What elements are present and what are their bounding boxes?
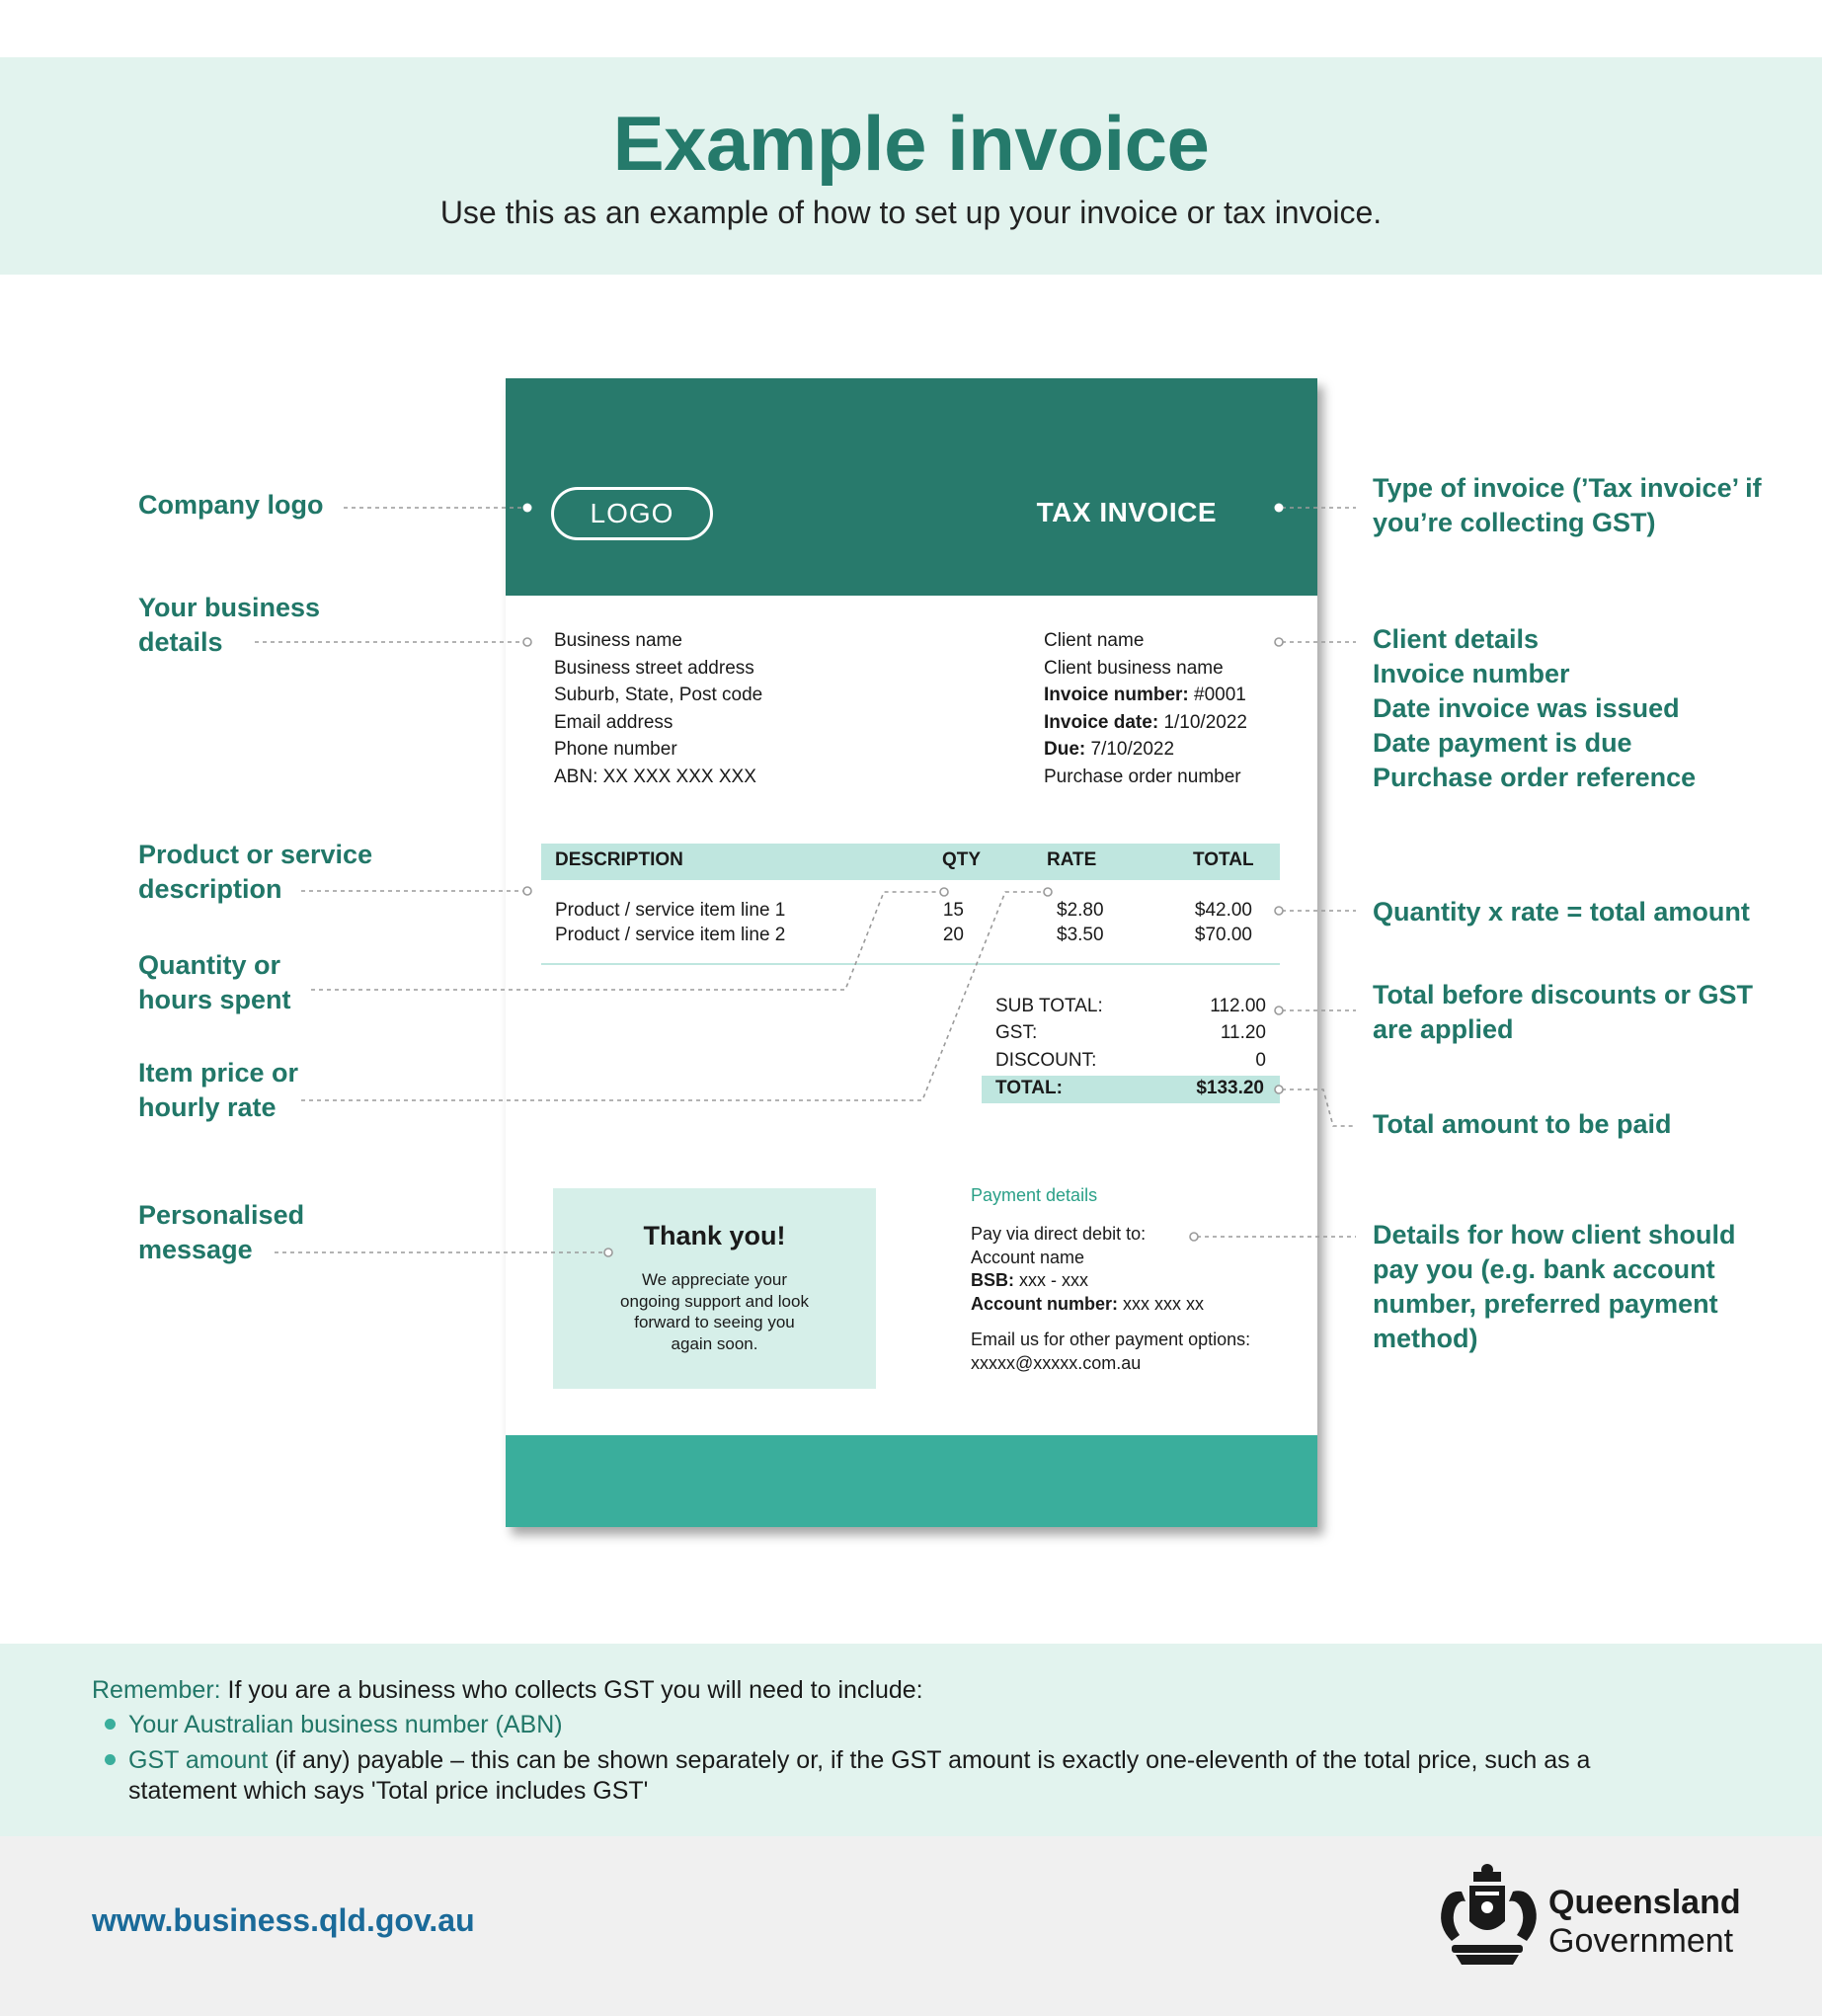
remember-gst-label: GST amount <box>128 1746 269 1774</box>
callout-client-line: Invoice number <box>1373 659 1570 688</box>
payment-account-number <box>971 1293 1204 1317</box>
items-table-header <box>541 844 1280 880</box>
invoice-example <box>506 378 1317 1527</box>
callout-company-logo: Company logo <box>138 490 324 520</box>
bullet-icon <box>105 1719 116 1730</box>
bsb-value: xxx - xxx <box>1019 1270 1089 1290</box>
payment-email <box>971 1329 1250 1375</box>
total-label: TOTAL: <box>995 1078 1063 1098</box>
column-header-total: TOTAL <box>1193 849 1254 870</box>
callout-client-line: Date payment is due <box>1373 728 1632 758</box>
gst-value: 11.20 <box>1220 1022 1266 1043</box>
discount-row <box>980 1048 1266 1076</box>
table-row <box>541 925 1280 950</box>
queensland-government-crest-icon <box>1432 1862 1543 1969</box>
callout-product-description: Product or service description <box>138 840 373 904</box>
client-name: Client name <box>1044 630 1145 651</box>
item-qty: 15 <box>942 900 964 921</box>
item-rate: $3.50 <box>1057 925 1104 945</box>
payment-line-direct-debit: Pay via direct debit to: <box>971 1224 1147 1244</box>
callout-client-line: Purchase order reference <box>1373 763 1697 792</box>
item-description: Product / service item line 2 <box>555 925 786 945</box>
remember-section <box>0 1644 1822 1836</box>
subtotal-row <box>980 994 1266 1021</box>
account-number-value: xxx xxx xx <box>1123 1293 1205 1314</box>
item-total: $70.00 <box>1194 925 1252 945</box>
callout-personalised-message: Personalised message <box>138 1200 305 1264</box>
payment-bsb <box>971 1269 1204 1293</box>
business-street: Business street address <box>554 657 754 679</box>
invoice-number-value: #0001 <box>1194 685 1246 705</box>
discount-label: DISCOUNT: <box>995 1050 1097 1071</box>
footer-website-link[interactable]: www.business.qld.gov.au <box>92 1902 475 1938</box>
callout-client-line: Client details <box>1373 624 1540 654</box>
item-rate: $2.80 <box>1057 900 1104 921</box>
remember-item-abn: Your Australian business number (ABN) <box>128 1711 563 1738</box>
payment-email-line: Email us for other payment options: <box>971 1330 1251 1349</box>
callout-invoice-type: Type of invoice (’Tax invoice’ if you’re collecting GST) <box>1373 473 1762 537</box>
business-abn: ABN: XX XXX XXX XXX <box>554 766 756 787</box>
table-row <box>541 900 1280 926</box>
invoice-number <box>1044 682 1247 709</box>
subtotal-value: 112.00 <box>1210 996 1266 1016</box>
page-title: Example invoice <box>612 100 1210 187</box>
invoice-date <box>1044 709 1247 737</box>
business-details <box>554 627 762 790</box>
business-email: Email address <box>554 711 673 733</box>
callout-business-details: Your business details <box>138 593 321 657</box>
remember-intro <box>92 1676 923 1705</box>
purchase-order: Purchase order number <box>1044 766 1241 787</box>
remember-item-gst <box>128 1745 1669 1807</box>
items-divider <box>541 963 1280 965</box>
invoice-number-label: Invoice number: <box>1044 685 1189 705</box>
invoice-due <box>1044 736 1247 764</box>
callout-payment-details: Details for how client should pay you (e.g. bank account number, preferred payment method) <box>1373 1220 1736 1353</box>
callout-subtotal: Total before discounts or GST are applied <box>1373 980 1754 1044</box>
bullet-icon <box>105 1754 116 1765</box>
item-description: Product / service item line 1 <box>555 900 786 921</box>
payment-email-address: xxxxx@xxxxx.com.au <box>971 1352 1142 1373</box>
gst-row <box>980 1020 1266 1048</box>
subtotal-label: SUB TOTAL: <box>995 996 1103 1016</box>
discount-value: 0 <box>1255 1050 1266 1071</box>
org-name-line-1: Queensland <box>1548 1884 1741 1921</box>
invoice-date-label: Invoice date: <box>1044 711 1159 733</box>
account-number-label: Account number: <box>971 1293 1119 1314</box>
invoice-due-label: Due: <box>1044 739 1086 760</box>
callout-quantity-rate-total: Quantity x rate = total amount <box>1373 897 1750 927</box>
gst-label: GST: <box>995 1022 1038 1043</box>
callout-client-details <box>1373 622 1787 795</box>
callout-item-price: Item price or hourly rate <box>138 1058 299 1122</box>
business-suburb: Suburb, State, Post code <box>554 685 763 705</box>
org-name-line-2: Government <box>1548 1922 1734 1960</box>
invoice-date-value: 1/10/2022 <box>1163 711 1247 733</box>
payment-account-name: Account name <box>971 1247 1085 1267</box>
invoice-footer-bar <box>506 1435 1317 1527</box>
column-header-rate: RATE <box>1047 849 1097 870</box>
total-value: $133.20 <box>1196 1078 1264 1098</box>
remember-label: Remember: <box>92 1676 221 1704</box>
client-business-name: Client business name <box>1044 657 1224 679</box>
thank-you-title: Thank you! <box>643 1221 786 1250</box>
invoice-header-bar <box>506 378 1317 596</box>
callout-total-paid: Total amount to be paid <box>1373 1109 1672 1139</box>
total-row <box>982 1076 1280 1103</box>
column-header-description: DESCRIPTION <box>555 849 683 870</box>
invoice-type-label: TAX INVOICE <box>1036 497 1217 527</box>
business-phone: Phone number <box>554 739 677 760</box>
business-name: Business name <box>554 630 682 651</box>
bsb-label: BSB: <box>971 1270 1014 1290</box>
callout-client-line: Date invoice was issued <box>1373 693 1680 723</box>
client-details <box>1044 627 1247 790</box>
callout-quantity: Quantity or hours spent <box>138 950 291 1014</box>
thank-you-message <box>553 1188 876 1389</box>
payment-details <box>971 1223 1204 1316</box>
remember-gst-text: (if any) payable – this can be shown separately or, if the GST amount is exactly one-eleventh of the total price, such as a statement which says 'Total price includes GST' <box>128 1746 1591 1805</box>
page-subtitle: Use this as an example of how to set up your invoice or tax invoice. <box>439 195 1383 230</box>
invoice-due-value: 7/10/2022 <box>1090 739 1175 760</box>
item-qty: 20 <box>942 925 964 945</box>
payment-details-title: Payment details <box>971 1185 1098 1205</box>
logo-placeholder: LOGO <box>551 487 713 540</box>
remember-text: If you are a business who collects GST you will need to include: <box>220 1676 923 1704</box>
item-total: $42.00 <box>1194 900 1252 921</box>
column-header-qty: QTY <box>942 849 982 870</box>
thank-you-body: We appreciate your ongoing support and look forward to seeing you again soon. <box>620 1270 809 1353</box>
